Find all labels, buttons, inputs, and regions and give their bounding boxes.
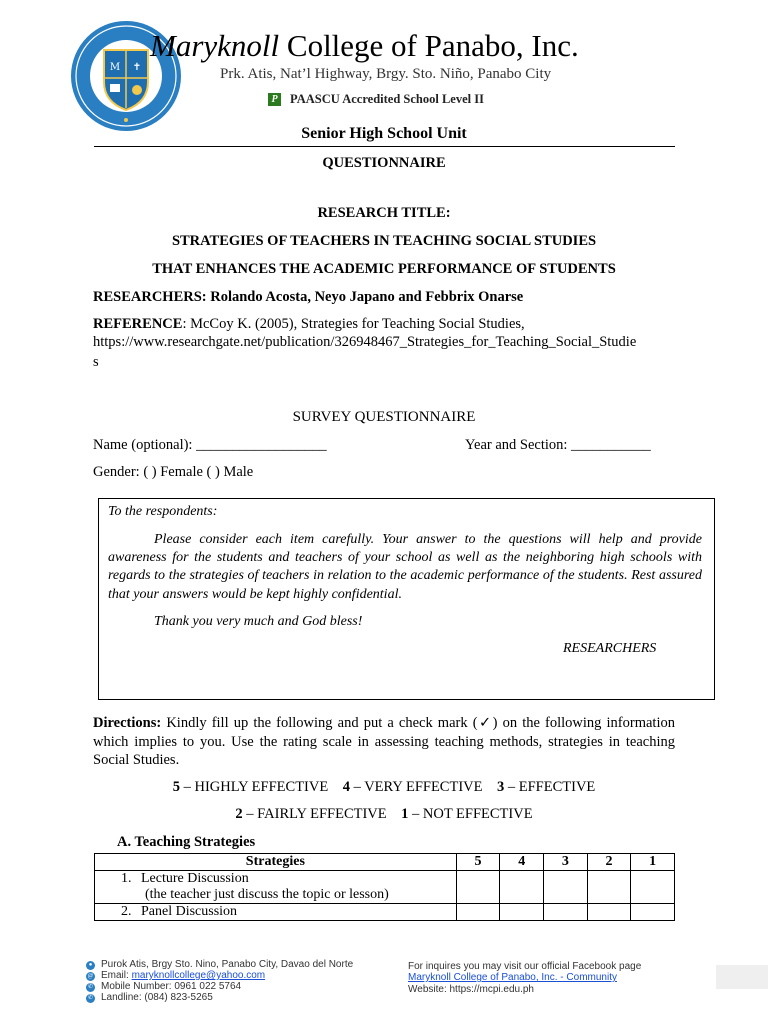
footer-facebook-note: For inquires you may visit our official Facebook page bbox=[408, 961, 642, 972]
research-title-line1: STRATEGIES OF TEACHERS IN TEACHING SOCIAL STUDIES bbox=[171, 233, 597, 249]
letter-thanks: Thank you very much and God bless! bbox=[154, 614, 363, 629]
footer-mobile: Mobile Number: 0961 022 5764 bbox=[101, 981, 242, 992]
table-row bbox=[95, 904, 675, 921]
name-field[interactable]: Name (optional): __________________ bbox=[93, 437, 327, 453]
strategy-cell: 2. Panel Discussion bbox=[95, 904, 457, 921]
header-rating-5: 5 bbox=[456, 854, 500, 871]
accreditation-icon: P bbox=[268, 93, 281, 106]
location-icon: ● bbox=[86, 961, 95, 970]
rating-cell-1[interactable] bbox=[631, 904, 675, 921]
unit-heading: Senior High School Unit bbox=[301, 125, 467, 142]
rating-cell-2[interactable] bbox=[587, 904, 631, 921]
footer-website[interactable]: Website: https://mcpi.edu.ph bbox=[408, 984, 534, 995]
teaching-strategies-table bbox=[94, 853, 675, 921]
document-type: QUESTIONNAIRE bbox=[322, 155, 446, 171]
section-a-heading: A. Teaching Strategies bbox=[117, 834, 256, 850]
reference: REFERENCE: McCoy K. (2005), Strategies for Teaching Social Studies, bbox=[93, 316, 525, 332]
accreditation-text: PAASCU Accredited School Level II bbox=[290, 92, 484, 106]
rating-cell-1[interactable] bbox=[631, 871, 675, 904]
footer-landline: Landline: (084) 823-5265 bbox=[101, 992, 213, 1003]
header-rating-1: 1 bbox=[631, 854, 675, 871]
header-divider bbox=[94, 146, 675, 147]
email-icon: @ bbox=[87, 973, 94, 979]
school-name: Maryknoll College of Panabo, Inc. bbox=[150, 28, 579, 63]
research-title-line2: THAT ENHANCES THE ACADEMIC PERFORMANCE OF STUDENTS bbox=[152, 261, 616, 277]
svg-text:✝: ✝ bbox=[132, 62, 142, 73]
footer-address: Purok Atis, Brgy Sto. Nino, Panabo City, Davao del Norte bbox=[101, 959, 354, 970]
email-link[interactable]: maryknollcollege@yahoo.com bbox=[131, 970, 266, 981]
survey-heading: SURVEY QUESTIONNAIRE bbox=[292, 409, 476, 425]
rating-scale-line1: 5 – HIGHLY EFFECTIVE 4 – VERY EFFECTIVE 3 – EFFECTIVE bbox=[172, 779, 596, 795]
letter-greeting: To the respondents: bbox=[108, 504, 218, 519]
rating-cell-2[interactable] bbox=[587, 871, 631, 904]
rating-cell-5[interactable] bbox=[456, 871, 500, 904]
rating-cell-3[interactable] bbox=[544, 904, 588, 921]
rating-cell-4[interactable] bbox=[500, 904, 544, 921]
rating-cell-5[interactable] bbox=[456, 904, 500, 921]
header-rating-2: 2 bbox=[587, 854, 631, 871]
gender-field[interactable]: Gender: ( ) Female ( ) Male bbox=[93, 464, 254, 480]
letter-signature: RESEARCHERS bbox=[563, 641, 657, 656]
mobile-icon: ✆ bbox=[87, 984, 94, 990]
footer-email: Email: maryknollcollege@yahoo.com bbox=[101, 970, 266, 981]
rating-cell-3[interactable] bbox=[544, 871, 588, 904]
svg-text:M: M bbox=[109, 62, 121, 73]
research-title-label: RESEARCH TITLE: bbox=[317, 205, 451, 221]
directions: Directions: Kindly fill up the following and put a check mark (✓) on the following information which implies to you. Use the rating scale in assessing teaching methods, strategies in teaching Social Studies. bbox=[93, 715, 675, 768]
school-address: Prk. Atis, Nat’l Highway, Brgy. Sto. Niño, Panabo City bbox=[220, 66, 552, 82]
letter-body: Please consider each item carefully. Your answer to the questions will help and provide awareness for the students and teachers of your school as well as the neighboring high schools with regards to the strategies of teachers in relation to the academic performance of the students. Rest assured that your answers would be kept highly confidential. bbox=[108, 532, 702, 602]
phone-icon: ✆ bbox=[87, 995, 94, 1001]
reference-url: https://www.researchgate.net/publication/326948467_Strategies_for_Teaching_Social_Studie bbox=[93, 334, 637, 350]
facebook-link[interactable]: Maryknoll College of Panabo, Inc. - Community bbox=[408, 972, 617, 983]
reference-url-tail: s bbox=[93, 354, 99, 370]
rating-cell-4[interactable] bbox=[500, 871, 544, 904]
year-section-field[interactable]: Year and Section: ___________ bbox=[465, 437, 651, 453]
researchers: RESEARCHERS: Rolando Acosta, Neyo Japano and Febbrix Onarse bbox=[93, 289, 524, 305]
header-rating-4: 4 bbox=[500, 854, 544, 871]
table-header-row bbox=[95, 854, 675, 871]
page-corner-tab bbox=[716, 965, 768, 989]
table-row bbox=[95, 871, 675, 904]
rating-scale-line2: 2 – FAIRLY EFFECTIVE 1 – NOT EFFECTIVE bbox=[235, 806, 533, 822]
header-strategies: Strategies bbox=[95, 854, 457, 871]
strategy-cell: 1. Lecture Discussion (the teacher just discuss the topic or lesson) bbox=[95, 871, 457, 904]
header-rating-3: 3 bbox=[544, 854, 588, 871]
